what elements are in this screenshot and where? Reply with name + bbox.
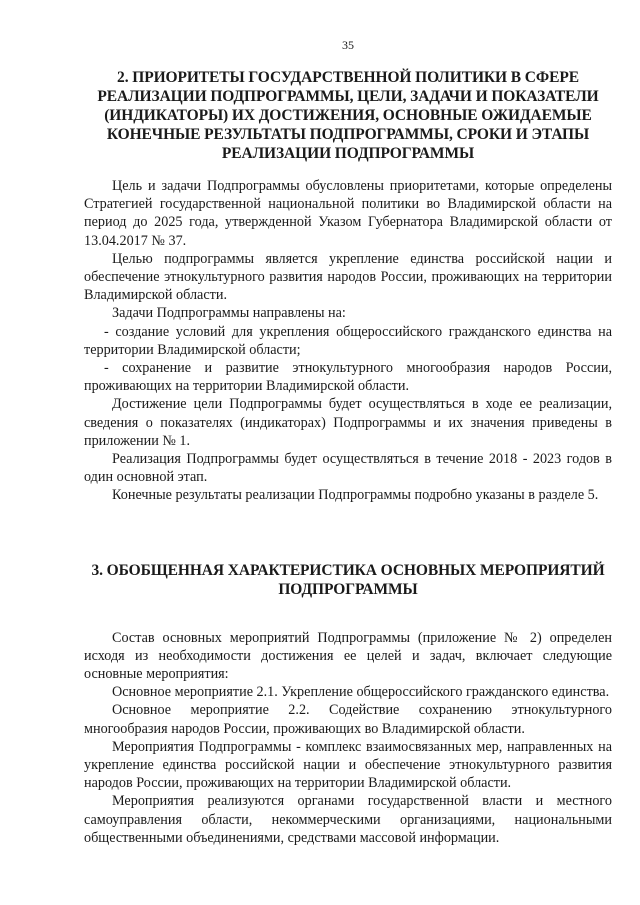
section-2-heading: 2. ПРИОРИТЕТЫ ГОСУДАРСТВЕННОЙ ПОЛИТИКИ В СФЕРЕ РЕАЛИЗАЦИИ ПОДПРОГРАММЫ, ЦЕЛИ, ЗАДАЧИ И ПОКАЗАТЕЛИ (ИНДИКАТОРЫ) ИХ ДОСТИЖЕНИЯ, ОСНОВНЫЕ ОЖИДАЕМЫЕ КОНЕЧНЫЕ РЕЗУЛЬТАТЫ ПОДПРОГРАММЫ, СРОКИ И ЭТАПЫ РЕАЛИЗАЦИИ ПОДПРОГРАММЫ xyxy=(97,69,599,162)
section-3-paragraph: Основное мероприятие 2.1. Укрепление общероссийского гражданского единства. xyxy=(112,684,610,701)
section-3-paragraph: Состав основных мероприятий Подпрограммы (приложение № 2) определен исходя из необходимости достижения ее целей и задач, включает следующие основные мероприятия: xyxy=(84,629,612,683)
section-3-paragraph: Мероприятия реализуются органами государственной власти и местного самоуправления области, некоммерческими организациями, национальными общественными объединениями, средствами массовой информации. xyxy=(84,793,612,846)
section-2-paragraph: Целью подпрограммы является укрепление единства российской нации и обеспечение этнокультурного развития народов России, проживающих на территории Владимирской области. xyxy=(84,250,612,304)
section-3-paragraph: Основное мероприятие 2.2. Содействие сохранению этнокультурного многообразия народов России, проживающих во Владимирской области. xyxy=(84,702,612,737)
section-3-heading: 3. ОБОБЩЕННАЯ ХАРАКТЕРИСТИКА ОСНОВНЫХ МЕРОПРИЯТИЙ ПОДПРОГРАММЫ xyxy=(91,561,605,598)
section-3-body xyxy=(84,629,612,847)
section-2-paragraph: Цель и задачи Подпрограммы обусловлены приоритетами, которые определены Стратегией государственной национальной политики во Владимирской области на период до 2025 года, утвержденной Указом Губернатора Владимирской области от 13.04.2017 № 37. xyxy=(84,178,612,249)
section-2-paragraph: Задачи Подпрограммы направлены на: xyxy=(112,305,346,322)
section-2-paragraph: Конечные результаты реализации Подпрограммы подробно указаны в разделе 5. xyxy=(112,487,599,504)
section-3-paragraph: Мероприятия Подпрограммы - комплекс взаимосвязанных мер, направленных на укрепление единства российской нации и обеспечение этнокультурного развития народов России, проживающих на территории Владимирской области. xyxy=(84,738,612,792)
section-2-paragraph: Достижение цели Подпрограммы будет осуществляться в ходе ее реализации, сведения о показателях (индикаторах) Подпрограммы и их значения приведены в приложении № 1. xyxy=(84,396,612,449)
section-2-body xyxy=(84,177,612,505)
section-2-list-item: - сохранение и развитие этнокультурного многообразия народов России, проживающих на территории Владимирской области. xyxy=(84,360,612,395)
page-number: 35 xyxy=(342,38,354,52)
section-2-list-item: - создание условий для укрепления общероссийского гражданского единства на территории Владимирской области; xyxy=(84,323,612,358)
section-2-paragraph: Реализация Подпрограммы будет осуществляться в течение 2018 - 2023 годов в один основной этап. xyxy=(84,451,612,486)
